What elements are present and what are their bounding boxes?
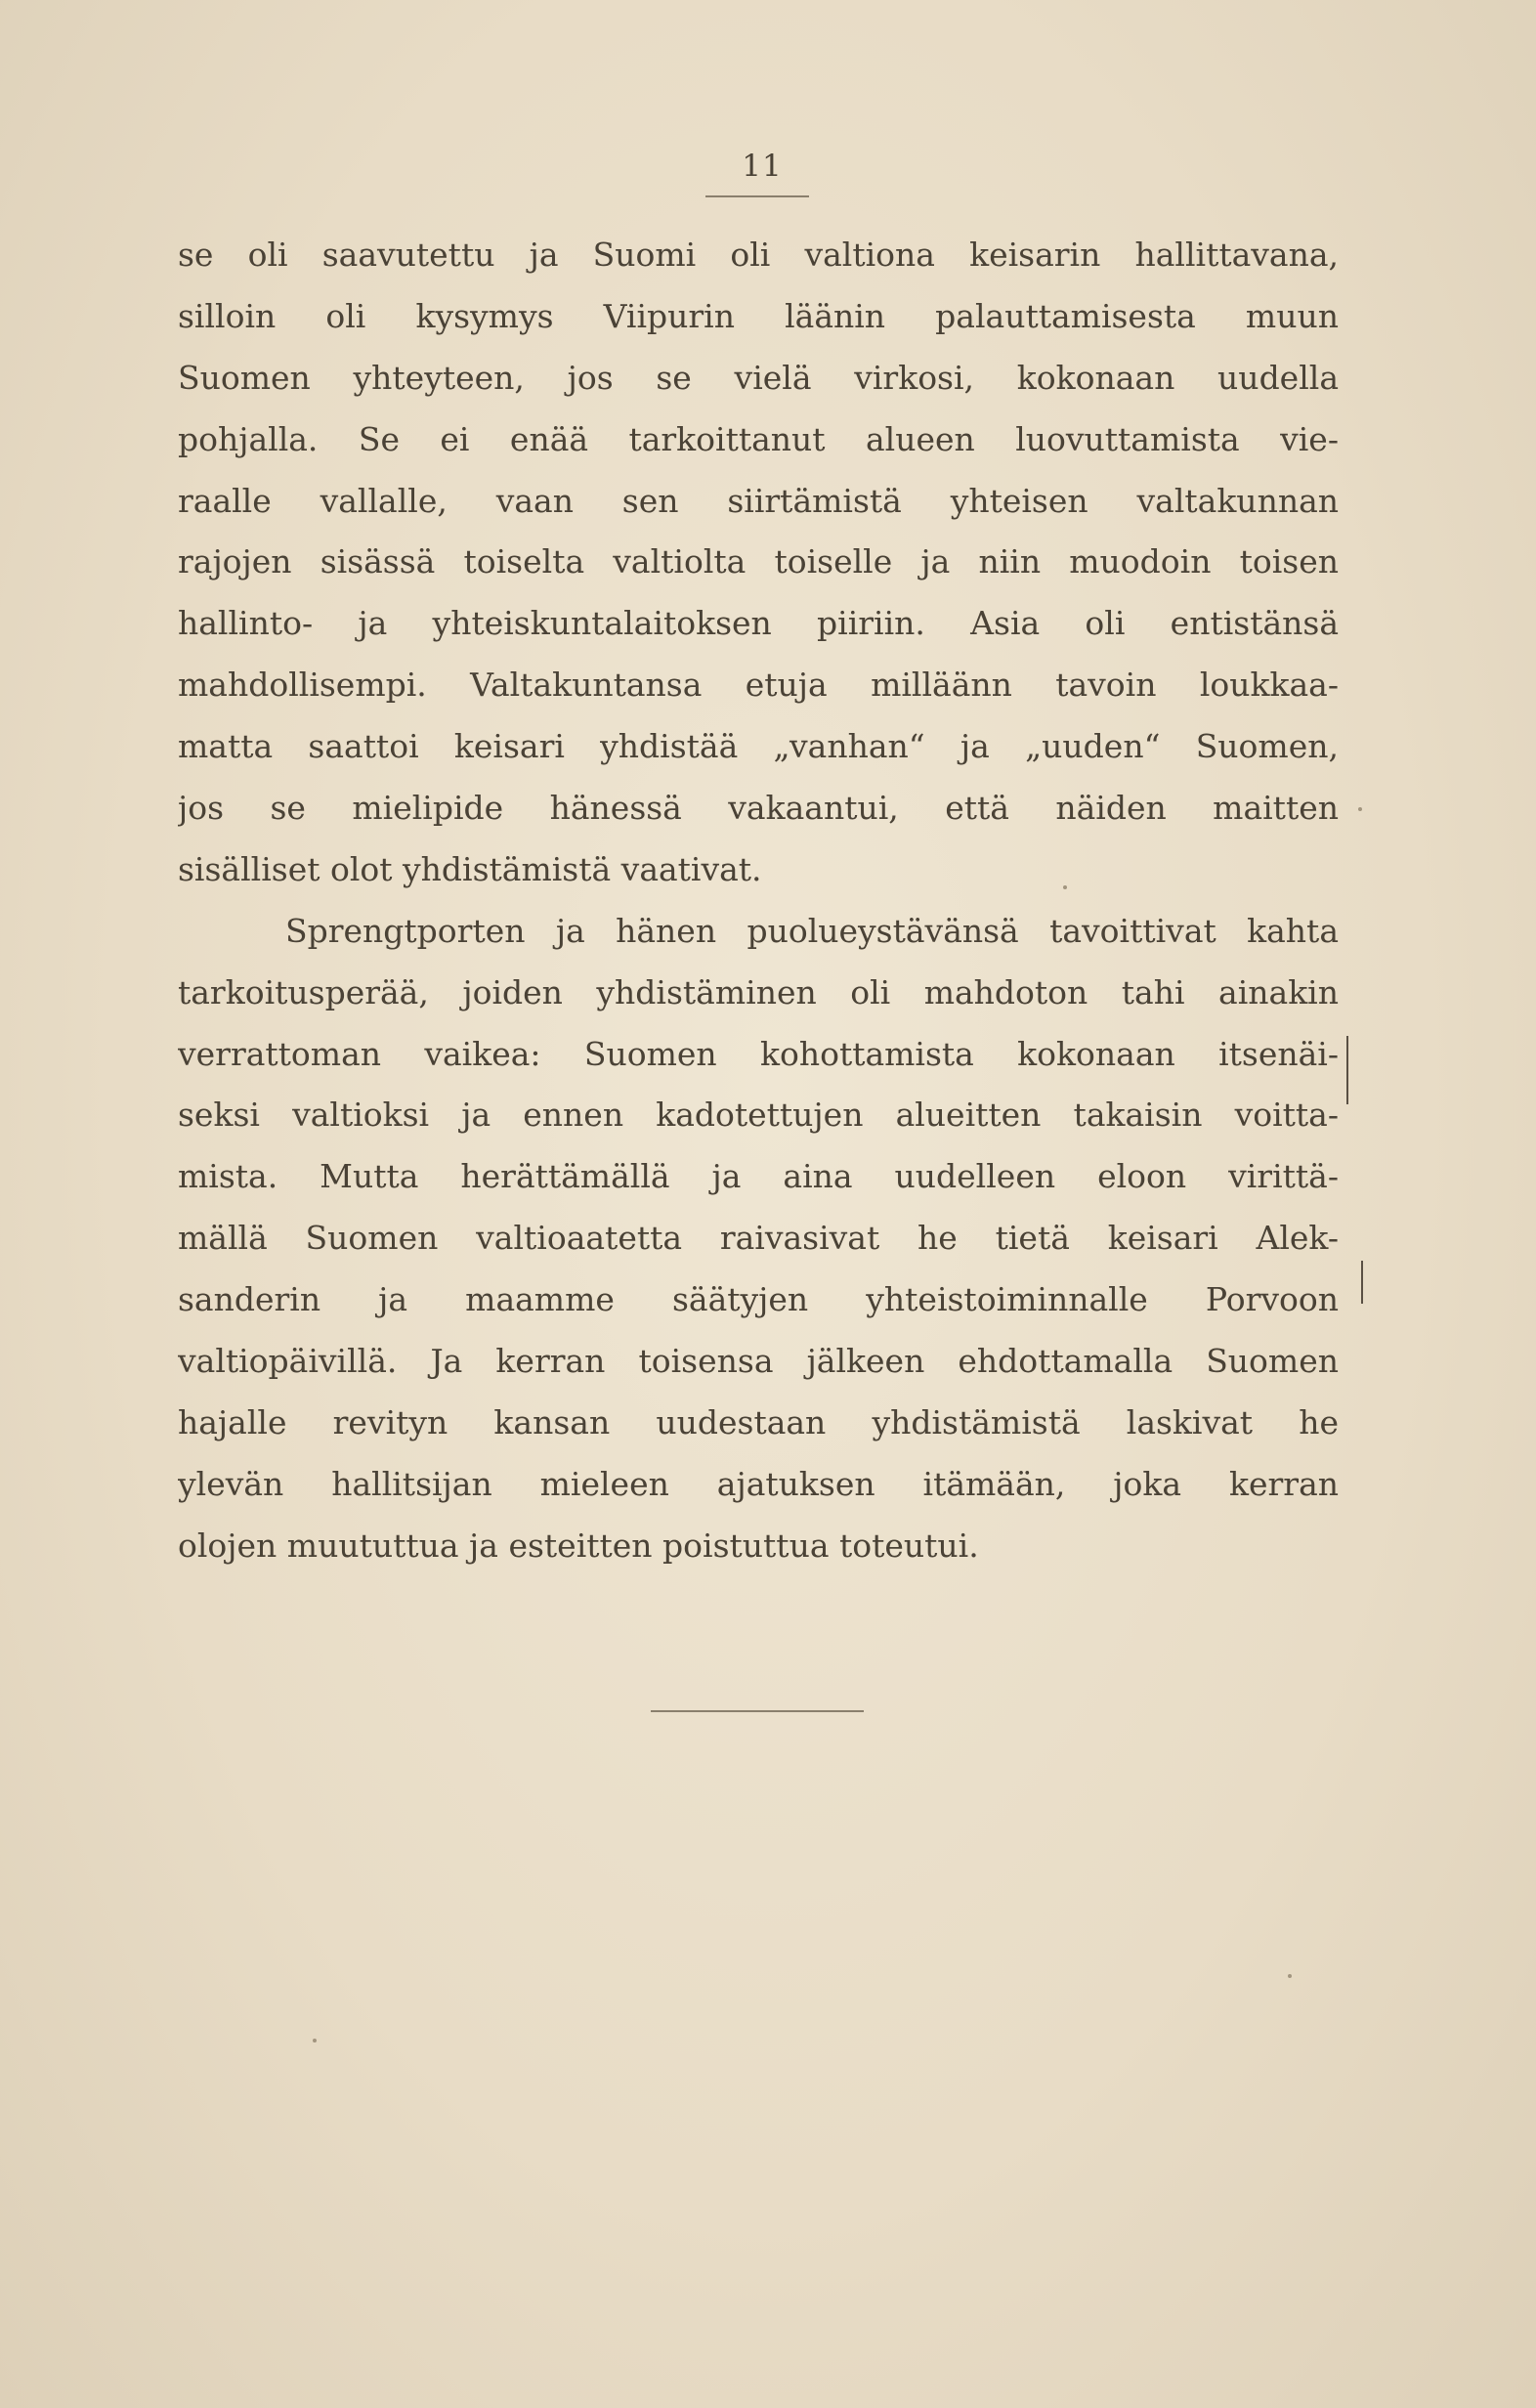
paper-speck [1063,885,1067,889]
text-line: seksi valtioksi ja ennen kadotettujen alueitten takaisin voitta- [178,1096,1339,1135]
text-line: raalle vallalle, vaan sen siirtämistä yhteisen valtakunnan [178,481,1339,520]
body-text [178,225,1339,1577]
text-line: jos se mielipide hänessä vakaantui, että näiden maitten [178,789,1339,828]
paper-speck [313,2039,317,2042]
text-line: mahdollisempi. Valtakuntansa etuja milläänn tavoin loukkaa- [178,666,1339,705]
text-line: rajojen sisässä toiselta valtiolta toiselle ja niin muodoin toisen [178,542,1339,581]
text-line: mista. Mutta herättämällä ja aina uudelleen eloon virittä- [178,1157,1339,1196]
text-line: pohjalla. Se ei enää tarkoittanut alueen luovuttamista vie- [178,419,1339,458]
text-line: tarkoitusperää, joiden yhdistäminen oli mahdoton tahi ainakin [178,972,1339,1011]
text-line: Suomen yhteyteen, jos se vielä virkosi, kokonaan uudella [178,358,1339,397]
text-line: se oli saavutettu ja Suomi oli valtiona keisarin hallittavana, [178,236,1339,274]
paragraph-2 [178,901,1339,1577]
paper-speck [1358,807,1362,811]
text-line: sanderin ja maamme säätyjen yhteistoiminnalle Porvoon [178,1280,1339,1319]
text-line: matta saattoi keisari yhdistää „vanhan“ ja „uuden“ Suomen, [178,727,1339,766]
text-line: mällä Suomen valtioaatetta raivasivat he tietä keisari Alek- [178,1219,1339,1258]
section-end-rule [651,1710,864,1712]
text-line: hallinto- ja yhteiskuntalaitoksen piiriin. Asia oli entistänsä [178,604,1339,643]
text-line: Sprengtporten ja hänen puolueystävänsä tavoittivat kahta [285,911,1339,950]
text-line: olojen muututtua ja esteitten poistuttua toteutui. [178,1526,979,1565]
text-line: verrattoman vaikea: Suomen kohottamista kokonaan itsenäi- [178,1034,1339,1073]
paper-speck [1288,1974,1292,1978]
text-line: hajalle revityn kansan uudestaan yhdistämistä laskivat he [178,1402,1339,1441]
margin-pencil-mark [1361,1261,1363,1304]
paragraph-1 [178,225,1339,901]
page-number: 11 [742,149,783,184]
page-number-rule [705,195,809,197]
margin-pencil-mark [1346,1036,1348,1104]
text-line: ylevän hallitsijan mieleen ajatuksen itämään, joka kerran [178,1464,1339,1503]
text-line: silloin oli kysymys Viipurin läänin palauttamisesta muun [178,296,1339,335]
text-line: valtiopäivillä. Ja kerran toisensa jälkeen ehdottamalla Suomen [178,1342,1339,1381]
text-line: sisälliset olot yhdistämistä vaativat. [178,849,762,888]
